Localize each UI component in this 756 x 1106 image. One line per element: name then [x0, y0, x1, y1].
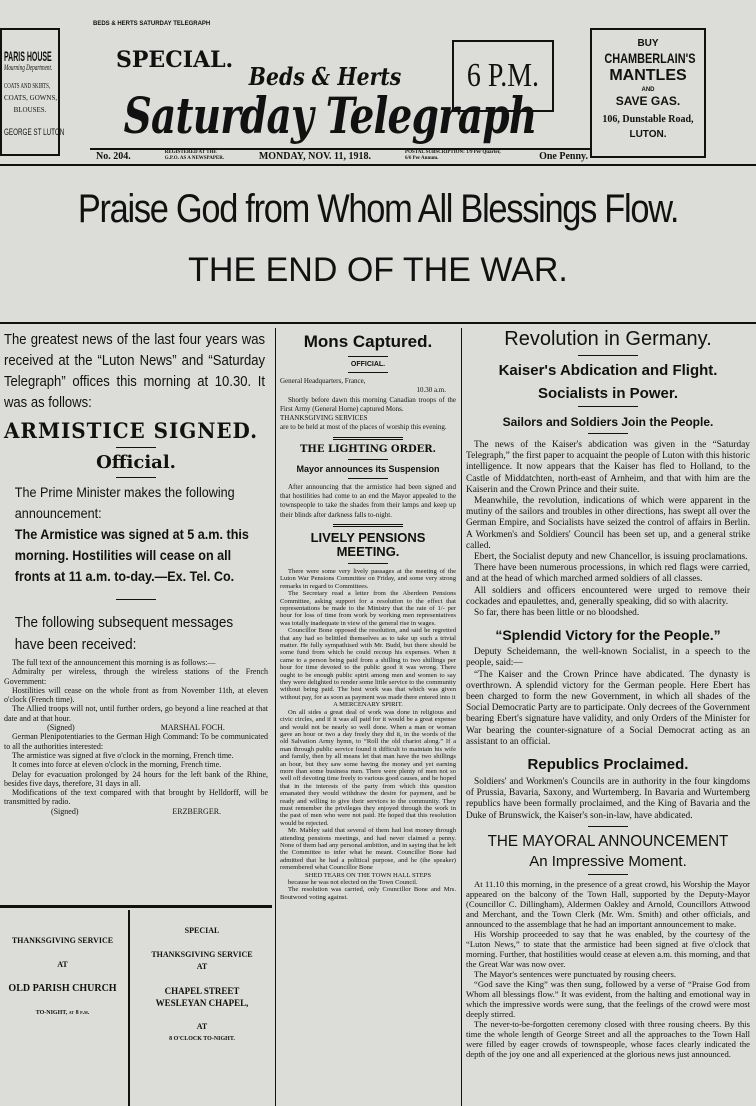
thanks-body: are to be held at most of the places of worship this evening.: [280, 423, 447, 432]
socialists-heading: Socialists in Power.: [537, 385, 679, 402]
pensions-heading: LIVELY PENSIONS MEETING.: [310, 529, 426, 559]
issue-number: No. 204.: [96, 150, 131, 162]
following-text: The following subsequent messages have been received:: [14, 614, 234, 653]
article-body: There have been numerous processions, in which red flags were carried, and at the head of which marched armed soldiers of all classes.: [466, 563, 750, 585]
armistice-text: The Armistice was signed at 5 a.m. this morning. Hostilities will cease on all fronts at 11 a.m. to-day.—Ex. Tel. Co.: [14, 526, 249, 584]
signed-label: (Signed): [47, 723, 75, 733]
ad-line: AND: [641, 87, 655, 93]
ad-chamberlains: [590, 28, 706, 158]
article-body: Ebert, the Socialist deputy and new Chancellor, is issuing proclamations.: [474, 552, 748, 563]
sub-headline: THE END OF THE WAR.: [188, 251, 568, 289]
notice-line: AT: [196, 962, 208, 971]
notice-line: OLD PARISH CHURCH: [8, 983, 117, 994]
masthead-info-bar: [96, 150, 588, 162]
message-text: It comes into force at eleven o'clock in the morning, French time.: [12, 760, 222, 770]
message-text: The armistice was signed at five o'clock in the morning, French time.: [12, 750, 234, 760]
lighting-body: After announcing that the armistice had been signed and that hostilities had come to an end the Mayor appealed to the townspeople to take the shades from their lamps and keep up their blinds after darkness falls to-night.: [280, 482, 456, 519]
notice-wesleyan: [132, 925, 272, 1045]
tears-heading: SHED TEARS ON THE TOWN HALL STEPS: [304, 871, 432, 879]
article-body: “The Kaiser and the Crown Prince have abdicated. The dynasty is overthrown. A splendid victory for the German people. Here Ebert has been charged to form the new Government, in which all shades of the Social Democratic Party are to participate. Only decrees of the Government bearing Ebert's signature have validity, and only Orders of the Minister for War bearing the counter-signature of a Social Democrat acting as an assistant to an official.: [466, 669, 751, 747]
armistice-heading: ARMISTICE SIGNED.: [4, 418, 258, 443]
article-body: His Worship proceeded to say that he was enabled, by the courtesy of the “Luton News,” to state that the armistice had been signed at five o'clock that morning. Further, that hostilities would cease at eleven a.m. this morning, and that the Great War was now over.: [466, 928, 750, 969]
masthead-top-line: BEDS & HERTS SATURDAY TELEGRAPH: [93, 21, 211, 27]
registered-note: REGISTERED AT THE G.P.O. AS A NEWSPAPER.: [164, 150, 225, 161]
price: One Penny.: [539, 150, 588, 162]
official-heading: Official.: [96, 452, 176, 473]
sailors-heading: Sailors and Soldiers Join the People.: [502, 415, 714, 429]
ad-line: CHAMBERLAIN'S: [604, 50, 696, 66]
mons-heading: Mons Captured.: [303, 332, 433, 351]
notice-old-parish: [0, 935, 125, 1019]
pm-text: The Prime Minister makes the following announcement:: [14, 484, 235, 521]
main-headline: Praise God from Whom All Blessings Flow.: [77, 187, 679, 231]
article-body: The never-to-be-forgotten ceremony closed with three rousing cheers. By this time the whole length of George Street and all the approaches to the Town Hall were filled by eager crowds of townspeople, whose faces clearly indicated the depth of the joy one and all experienced at the glorious news just announced.: [466, 1018, 750, 1059]
revolution-heading: Revolution in Germany.: [504, 328, 712, 350]
pensions-body: The Secretary read a letter from the Aberdeen Pensions Committee, asking support for a resolution to the effect that representations be made to the Ministry that the rate of 1/- per hour for loss of time from work by working men representatives was totally inadequate in view of the general rise in wages.: [280, 590, 456, 627]
mayoral-heading: THE MAYORAL ANNOUNCEMENT: [487, 832, 729, 850]
pensions-body: On all sides a great deal of work was done in religious and civic circles, and if it was all paid for it would be a great expense and would not be nearly so well done. When a man or woman gave an hour or two a day freely they did it, in the words of the old Salvation Army hymn, to “Roll the old chariot along.” If a man through public service found it difficult to maintain his wife and family, then by all means let that man have the two shillings an hour, but they saw some having the money and yet earning more than some business men. There were plenty of men not so well off devoting time freely to various good causes, and he hoped that in the interests of the party from which this question emanated they would withdraw the desire for payment, and be ready and willing to give their services to the community. They must remember the privileges they enjoyed through the work in the past of men who were not paid. He hoped that this resolution would be rejected.: [280, 708, 456, 827]
ad-line: LUTON.: [629, 129, 667, 140]
kaiser-heading: Kaiser's Abdication and Flight.: [498, 362, 718, 379]
lighting-heading: THE LIGHTING ORDER.: [299, 443, 437, 455]
pensions-body: Councillor Bone opposed the resolution, and said he regretted that any had so belittled themselves as to take up such a trivial matter. He fully sympathised with Mr. Budd, but there should be some fund from which he could recoup his expenses. When it came to a person being paid from a shilling to two shillings per hour for time devoted to the public good it was wrong. There ought to be enough public spirit among men and women to say they were delighted to render some little service to the community without being paid. The best work was that which was given without pay, for as soon as payment was made there entered into it: [280, 627, 456, 701]
message-text: Modifications of the text compared with that brought by Helldorff, will be transmitted by radio.: [4, 788, 268, 807]
signed-label: (Signed): [50, 806, 79, 816]
article-body: The news of the Kaiser's abdication was given in the “Saturday Telegraph,” the first paper to acquaint the people of Luton with this historic intelligence. It now appears that the Kaiser has fled to Holland, to the Castle of Middatchten, north-east of Arnheim, and that with him are the Kaiserin and the Crown Prince and their suite.: [466, 440, 750, 495]
notice-line: TO-NIGHT, at 8 p.m.: [35, 1010, 90, 1016]
notice-line: AT: [57, 960, 68, 969]
special-label: SPECIAL.: [116, 47, 234, 73]
article-body: All soldiers and officers encountered were urged to remove their cockades and epaulettes, and, generally speaking, did so with alacrity.: [466, 585, 750, 607]
ad-line: COATS AND SKIRTS,: [4, 82, 51, 90]
masthead-title: Saturday Telegraph: [123, 86, 537, 145]
pensions-body: because he was not elected on the Town Council.: [288, 879, 418, 887]
ad-line: BLOUSES.: [13, 106, 47, 114]
official-label: OFFICIAL.: [350, 361, 386, 368]
ghq-line: General Headquarters, France,: [280, 377, 366, 385]
signatory: ERZBERGER.: [172, 806, 222, 816]
mons-body: Shortly before dawn this morning Canadian troops of the First Army (General Horne) captured Mons.: [280, 395, 456, 413]
time-line: 10.30 a.m.: [416, 386, 446, 395]
ad-line: Mourning Department.: [4, 63, 53, 72]
article-body: So far, there has been little or no bloodshed.: [474, 608, 640, 619]
message-text: The full text of the announcement this morning is as follows:—: [12, 658, 216, 667]
ad-paris-house: [0, 28, 65, 156]
article-body: Soldiers' and Workmen's Councils are in authority in the four kingdoms of Prussia, Bavaria, Saxony, and Wurtemberg. In Bavaria and Wurtemberg republics have been formally proclaimed, and the King of Bavaria and the Duke of Brunswick, the Kaiser's son-in-law, have abdicated.: [466, 777, 750, 821]
ad-address: GEORGE ST LUTON: [4, 127, 65, 137]
article-body: “God save the King” was then sung, followed by a verse of “Praise God from Whom all blessings flow.” It was evident, from the halting and emotional way in which the impressive words were sung, that the feelings of the crowd were most deeply stirred.: [466, 978, 750, 1019]
edition-time: 6 P.M.: [466, 57, 540, 94]
notice-line: THANKSGIVING SERVICE: [151, 950, 253, 959]
postal-note: POSTAL SUBSCRIPTION: 1/9 Per Quarter, 6/6 Per Annum.: [405, 150, 501, 161]
article-body: At 11.10 this morning, in the presence of a great crowd, his Worship the Mayor appeared on the balcony of the Town Hall, supported by the Deputy-Mayor (Councillor C. Dillingham), Aldermen Oakley and Arnold, Councillors Attwood and Merchant, and the Town Clerk (Mr. Wm. Smith) and other officials, and announced to the assemblage that he had an important announcement to make.: [466, 878, 750, 929]
ad-name: PARIS HOUSE: [4, 48, 52, 64]
left-column: [4, 330, 268, 816]
message-text: German Plenipotentiaries to the German High Command: To be communicated to all the authorities interested:: [4, 732, 268, 751]
pensions-body: There were some very lively passages at the meeting of the Luton War Pensions Committee on Friday, and some very strong remarks in regard to Committees.: [280, 567, 456, 590]
ad-line: BUY: [637, 38, 659, 49]
notice-line: WESLEYAN CHAPEL,: [155, 998, 249, 1008]
republics-heading: Republics Proclaimed.: [527, 756, 689, 774]
thanks-heading: THANKSGIVING SERVICES: [280, 414, 368, 423]
impressive-heading: An Impressive Moment.: [529, 852, 687, 870]
article-body: Deputy Scheidemann, the well-known Socialist, in a speech to the people, said:—: [466, 647, 750, 669]
notice-line: SPECIAL: [184, 926, 220, 935]
ad-line: 106, Dunstable Road,: [602, 114, 694, 125]
issue-date: MONDAY, NOV. 11, 1918.: [258, 150, 371, 162]
article-body: Meanwhile, the revolution, indications of which were apparent in the mutiny of the sailors and troubles in other directions, has swept all over the German Empire, and Socialists have seized the control of affairs in Berlin. A Workmen's and Soldiers' Council has been set up, and a general strike called.: [466, 496, 750, 551]
title-small: Beds & Herts: [248, 62, 402, 91]
ad-line: MANTLES: [609, 67, 687, 84]
right-column: [466, 328, 750, 1059]
message-text: Admiralty per wireless, through the wireless stations of the French Government:: [4, 667, 268, 686]
message-text: Hostilities will cease on the whole front as from November 11th, at eleven o'clock (French time).: [4, 685, 268, 705]
ad-line: COATS, GOWNS,: [4, 94, 58, 102]
pensions-body: Mr. Mabley said that several of them had lost money through attending pensions meetings, and had never claimed a penny. None of them had any personal ambition, and in saying that he left the Committee to infer what he meant. Councillor Bone had admitted that he had a political purpose, and he (the speaker) remembered what Councillor Bone: [280, 827, 456, 872]
notice-line: 8 O'CLOCK TO-NIGHT.: [169, 1036, 235, 1042]
signatory: MARSHAL FOCH.: [160, 723, 225, 733]
article-body: The Mayor's sentences were punctuated by rousing cheers.: [474, 968, 676, 979]
ad-line: SAVE GAS.: [615, 94, 681, 108]
victory-heading: “Splendid Victory for the People.”: [495, 627, 721, 644]
message-text: Delay for evacuation prolonged by 24 hours for the left bank of the Rhine, besides five days, therefore, 31 days in all.: [4, 769, 268, 788]
lighting-subheading: Mayor announces its Suspension: [296, 463, 440, 474]
pensions-body: The resolution was carried, only Councillor Bone and Mrs. Boutwood voting against.: [280, 886, 456, 901]
message-text: The Allied troops will not, until further orders, go beyond a line reached at that date and at that hour.: [4, 704, 268, 723]
notice-line: CHAPEL STREET: [164, 986, 240, 996]
mercenary-heading: A MERCENARY SPIRIT.: [333, 701, 403, 709]
notice-line: THANKSGIVING SERVICE: [11, 936, 114, 945]
middle-column: [280, 332, 456, 901]
notice-line: AT: [196, 1022, 208, 1031]
intro-text: The greatest news of the last four years was received at the “Luton News” and “Saturday Telegraph” offices this morning at 10.30. It was as follows:: [4, 332, 265, 411]
